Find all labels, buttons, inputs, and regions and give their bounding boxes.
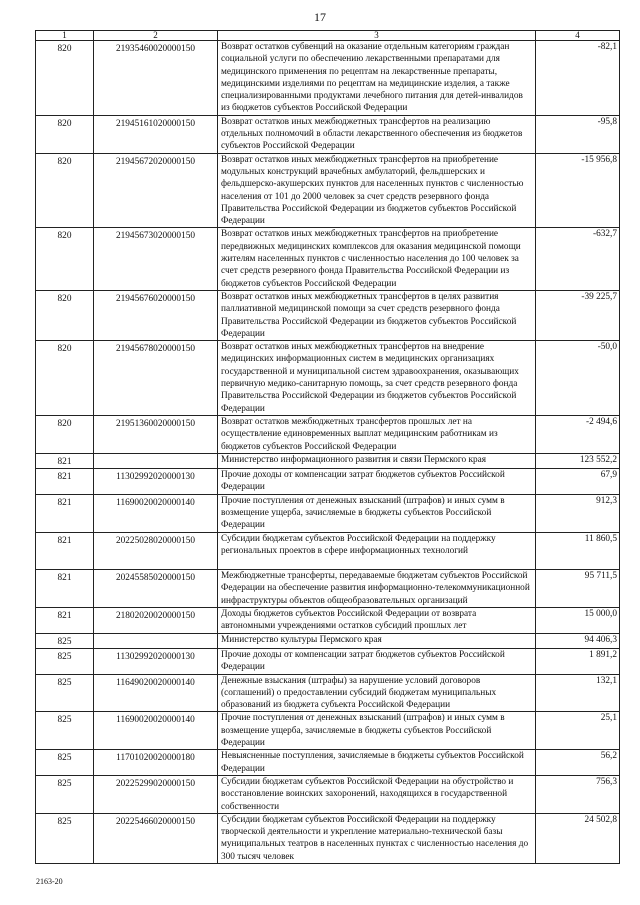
budget-classification-code-cell: 11690020020000140 — [94, 712, 218, 750]
table-row — [36, 494, 620, 532]
admin-code-cell: 825 — [36, 775, 94, 813]
budget-classification-code-cell: 20225028020000150 — [94, 532, 218, 570]
admin-code-cell: 820 — [36, 153, 94, 228]
budget-classification-code-cell: 21945161020000150 — [94, 115, 218, 153]
budget-classification-code-cell: 21945672020000150 — [94, 153, 218, 228]
admin-code-cell: 821 — [36, 453, 94, 468]
table-row — [36, 341, 620, 416]
table-row — [36, 674, 620, 712]
amount-cell: -50,0 — [536, 341, 620, 416]
amount-cell: 67,9 — [536, 469, 620, 495]
amount-cell: 1 891,2 — [536, 648, 620, 674]
description-cell: Возврат остатков иных межбюджетных трансфертов на внедрение медицинских информационных систем в медицинских организациях государственной и муниципальной систем здравоохранения, оказывающих первичную медико-санитарную помощь, за счет средств резервного фонда Правительства Российской Федерации из бюджетов субъектов Российской Федерации — [218, 341, 536, 416]
budget-classification-code-cell: 21802020020000150 — [94, 608, 218, 634]
table-row — [36, 290, 620, 340]
admin-code-cell: 825 — [36, 648, 94, 674]
table-row — [36, 41, 620, 116]
description-cell: Прочие доходы от компенсации затрат бюджетов субъектов Российской Федерации — [218, 648, 536, 674]
budget-classification-code-cell: 21945673020000150 — [94, 228, 218, 290]
admin-code-cell: 820 — [36, 415, 94, 453]
description-cell: Возврат остатков межбюджетных трансфертов прошлых лет на осуществление единовременных выплат медицинским работникам из бюджетов субъектов Российской Федерации — [218, 415, 536, 453]
budget-classification-code-cell: 11690020020000140 — [94, 494, 218, 532]
amount-cell: -95,8 — [536, 115, 620, 153]
amount-cell: 756,3 — [536, 775, 620, 813]
admin-code-cell: 825 — [36, 633, 94, 648]
budget-classification-code-cell: 21951360020000150 — [94, 415, 218, 453]
description-cell: Прочие доходы от компенсации затрат бюджетов субъектов Российской Федерации — [218, 469, 536, 495]
column-header-4: 4 — [536, 31, 620, 41]
column-number-row — [36, 31, 620, 41]
amount-cell: 56,2 — [536, 750, 620, 776]
description-cell: Министерство культуры Пермского края — [218, 633, 536, 648]
table-row — [36, 648, 620, 674]
admin-code-cell: 821 — [36, 494, 94, 532]
admin-code-cell: 821 — [36, 608, 94, 634]
budget-classification-code-cell: 11701020020000180 — [94, 750, 218, 776]
description-cell: Субсидии бюджетам субъектов Российской Федерации на поддержку творческой деятельности и укрепление материально-технической базы муниципальных театров в населенных пунктах с численностью населения до 300 тысяч человек — [218, 813, 536, 863]
column-header-3: 3 — [218, 31, 536, 41]
amount-cell: 15 000,0 — [536, 608, 620, 634]
amount-cell: -15 956,8 — [536, 153, 620, 228]
description-cell: Возврат остатков иных межбюджетных трансфертов на реализацию отдельных полномочий в области лекарственного обеспечения из бюджетов субъектов Российской Федерации — [218, 115, 536, 153]
admin-code-cell: 821 — [36, 532, 94, 570]
revenue-table — [35, 30, 620, 864]
description-cell: Возврат остатков иных межбюджетных трансфертов на приобретение модульных конструкций врачебных амбулаторий, фельдшерских и фельдшерско-акушерских пунктов для населенных пунктов с численностью населения от 101 до 2000 человек за счет средств резервного фонда Правительства Российской Федерации из бюджетов субъектов Российской Федерации — [218, 153, 536, 228]
description-cell: Субсидии бюджетам субъектов Российской Федерации на поддержку региональных проектов в сфере информационных технологий — [218, 532, 536, 570]
description-cell: Прочие поступления от денежных взысканий (штрафов) и иных сумм в возмещение ущерба, зачисляемые в бюджеты субъектов Российской Федерации — [218, 494, 536, 532]
table-row — [36, 570, 620, 608]
description-cell: Возврат остатков субвенций на оказание отдельным категориям граждан социальной услуги по обеспечению лекарственными препаратами для медицинского применения по рецептам на лекарственные препараты, медицинскими изделиями по рецептам на медицинские изделия, а также специализированными продуктами лечебного питания для детей-инвалидов из бюджетов субъектов Российской Федерации — [218, 41, 536, 116]
amount-cell: -82,1 — [536, 41, 620, 116]
amount-cell: 11 860,5 — [536, 532, 620, 570]
table-row — [36, 608, 620, 634]
table-row — [36, 469, 620, 495]
description-cell: Межбюджетные трансферты, передаваемые бюджетам субъектов Российской Федерации на обеспечение развития информационно-телекоммуникационной инфраструктуры объектов общеобразовательных организаций — [218, 570, 536, 608]
budget-classification-code-cell: 11649020020000140 — [94, 674, 218, 712]
admin-code-cell: 825 — [36, 750, 94, 776]
document-code: 2163-20 — [36, 877, 63, 886]
amount-cell: 123 552,2 — [536, 453, 620, 468]
description-cell: Министерство информационного развития и связи Пермского края — [218, 453, 536, 468]
amount-cell: 24 502,8 — [536, 813, 620, 863]
budget-classification-code-cell: 21935460020000150 — [94, 41, 218, 116]
budget-classification-code-cell: 21945676020000150 — [94, 290, 218, 340]
column-header-2: 2 — [94, 31, 218, 41]
description-cell: Субсидии бюджетам субъектов Российской Федерации на обустройство и восстановление воинских захоронений, находящихся в государственной собственности — [218, 775, 536, 813]
table-row — [36, 775, 620, 813]
table-row — [36, 228, 620, 290]
admin-code-cell: 821 — [36, 469, 94, 495]
budget-classification-code-cell: 11302992020000130 — [94, 648, 218, 674]
description-cell: Прочие поступления от денежных взысканий (штрафов) и иных сумм в возмещение ущерба, зачисляемые в бюджеты субъектов Российской Федерации — [218, 712, 536, 750]
budget-classification-code-cell: 20225466020000150 — [94, 813, 218, 863]
admin-code-cell: 820 — [36, 115, 94, 153]
admin-code-cell: 820 — [36, 41, 94, 116]
table-row — [36, 712, 620, 750]
admin-code-cell: 820 — [36, 290, 94, 340]
admin-code-cell: 825 — [36, 813, 94, 863]
table-row — [36, 633, 620, 648]
budget-classification-code-cell: 20245585020000150 — [94, 570, 218, 608]
description-cell: Невыясненные поступления, зачисляемые в бюджеты субъектов Российской Федерации — [218, 750, 536, 776]
table-row — [36, 750, 620, 776]
description-cell: Доходы бюджетов субъектов Российской Федерации от возврата автономными учреждениями остатков субсидий прошлых лет — [218, 608, 536, 634]
admin-code-cell: 825 — [36, 674, 94, 712]
budget-classification-code-cell: 20225299020000150 — [94, 775, 218, 813]
budget-classification-code-cell — [94, 453, 218, 468]
table-row — [36, 532, 620, 570]
amount-cell: -39 225,7 — [536, 290, 620, 340]
amount-cell: 132,1 — [536, 674, 620, 712]
admin-code-cell: 825 — [36, 712, 94, 750]
budget-classification-code-cell: 11302992020000130 — [94, 469, 218, 495]
amount-cell: -2 494,6 — [536, 415, 620, 453]
budget-classification-code-cell — [94, 633, 218, 648]
table-row — [36, 153, 620, 228]
budget-classification-code-cell: 21945678020000150 — [94, 341, 218, 416]
table-row — [36, 115, 620, 153]
admin-code-cell: 820 — [36, 228, 94, 290]
amount-cell: 95 711,5 — [536, 570, 620, 608]
amount-cell: 912,3 — [536, 494, 620, 532]
table-row — [36, 453, 620, 468]
table-row — [36, 415, 620, 453]
table-row — [36, 813, 620, 863]
admin-code-cell: 820 — [36, 341, 94, 416]
description-cell: Возврат остатков иных межбюджетных трансфертов в целях развития паллиативной медицинской помощи за счет средств резервного фонда Правительства Российской Федерации из бюджетов субъектов Российской Федерации — [218, 290, 536, 340]
description-cell: Денежные взыскания (штрафы) за нарушение условий договоров (соглашений) о предоставлении субсидий бюджетам муниципальных образований из бюджета субъекта Российской Федерации — [218, 674, 536, 712]
description-cell: Возврат остатков иных межбюджетных трансфертов на приобретение передвижных медицинских комплексов для оказания медицинской помощи жителям населенных пунктов с численностью населения до 100 человек за счет средств резервного фонда Правительства Российской Федерации из бюджетов субъектов Российской Федерации — [218, 228, 536, 290]
amount-cell: 25,1 — [536, 712, 620, 750]
page-number: 17 — [314, 10, 326, 24]
amount-cell: 94 406,3 — [536, 633, 620, 648]
column-header-1: 1 — [36, 31, 94, 41]
admin-code-cell: 821 — [36, 570, 94, 608]
amount-cell: -632,7 — [536, 228, 620, 290]
